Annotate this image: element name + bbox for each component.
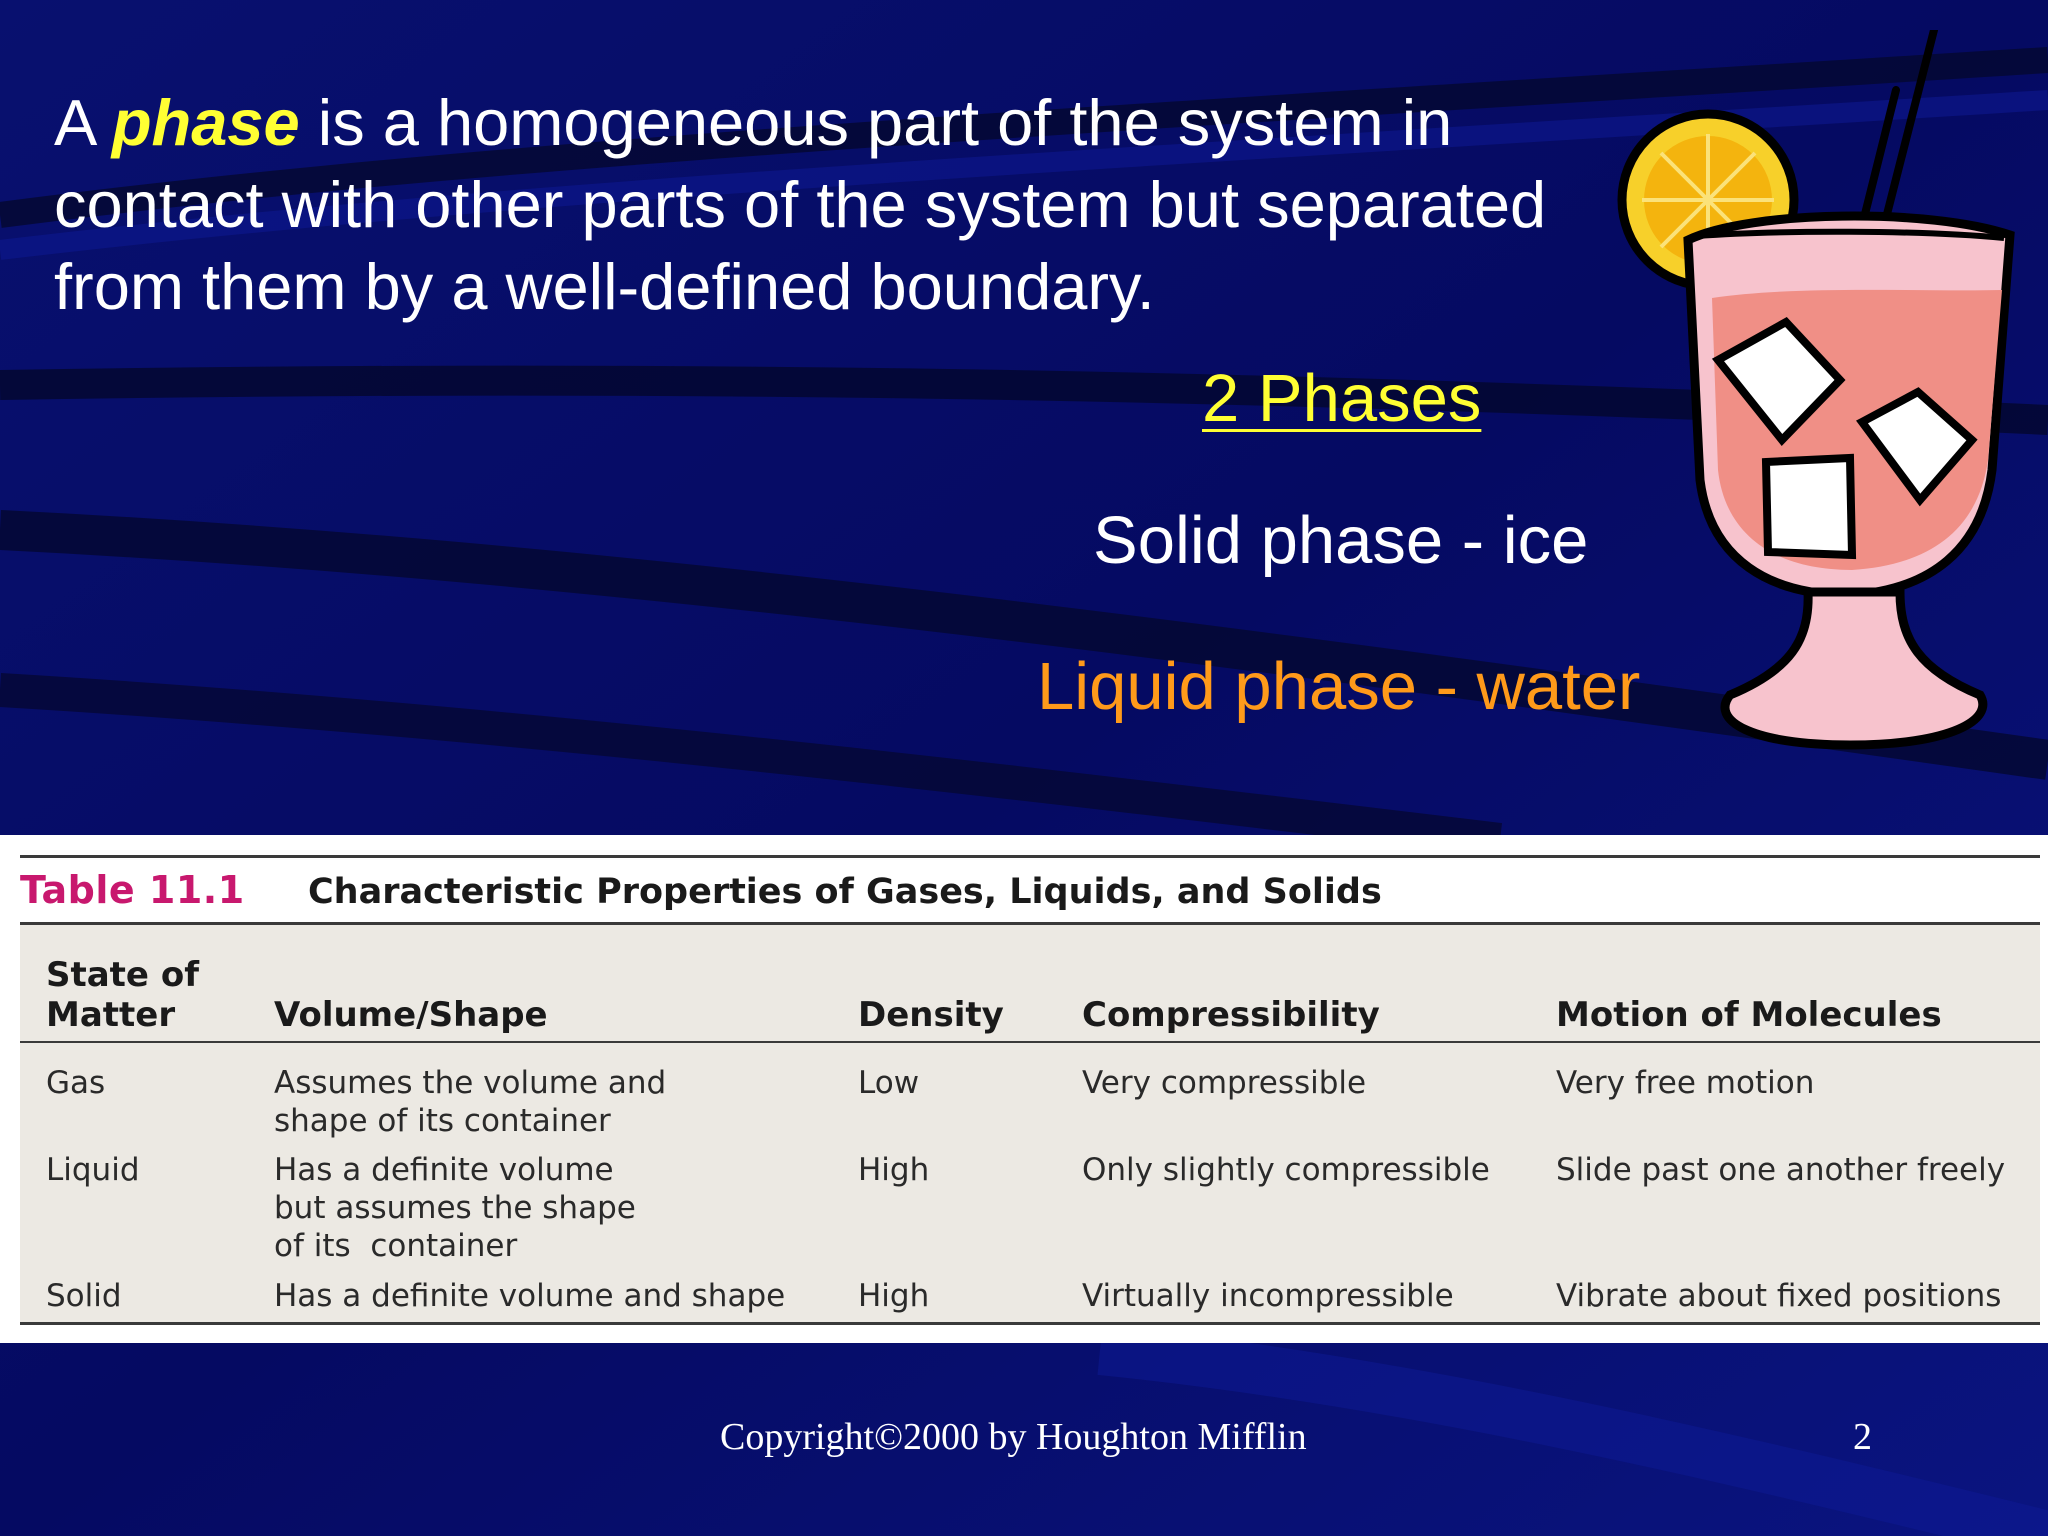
cell-volume-line: Assumes the volume and: [274, 1065, 667, 1101]
cell-volume: [274, 1064, 666, 1140]
properties-table: [20, 855, 2040, 1325]
cell-volume: [274, 1277, 785, 1315]
cell-density: High: [858, 1152, 930, 1188]
copyright-footer: Copyright©2000 by Houghton Mifflin: [720, 1416, 1307, 1458]
caption-rule: [20, 922, 2040, 925]
table-caption: [20, 858, 2040, 922]
header-volume: Volume/Shape: [274, 995, 548, 1035]
cell-state: Solid: [46, 1278, 122, 1314]
drink-glass-icon: [1600, 30, 2020, 760]
phases-heading: 2 Phases: [1202, 361, 1482, 436]
cell-density: Low: [858, 1065, 920, 1101]
cell-volume-line: of its container: [274, 1228, 518, 1264]
header-compressibility: Compressibility: [1082, 995, 1380, 1035]
properties-table-panel: [0, 835, 2048, 1343]
cell-compressibility: Virtually incompressible: [1082, 1278, 1454, 1314]
solid-phase-label: Solid phase - ice: [1093, 503, 1589, 578]
header-density: Density: [858, 995, 1004, 1035]
definition-text: is a homogeneous part of the system in contact with other parts of the system but separated from them by a well-defined boundary.: [54, 86, 1547, 323]
cell-motion: Vibrate about fixed positions: [1556, 1278, 2002, 1314]
cell-compressibility: Very compressible: [1082, 1065, 1367, 1101]
cell-volume: [274, 1151, 636, 1265]
cell-volume-line: shape of its container: [274, 1103, 611, 1139]
header-rule: [20, 1041, 2040, 1043]
liquid-phase-label: Liquid phase - water: [1037, 649, 1641, 724]
table-number: Table 11.1: [20, 868, 245, 912]
cell-motion: Slide past one another freely: [1556, 1152, 2006, 1188]
cell-volume-line: Has a definite volume and shape: [274, 1278, 786, 1314]
cell-volume-line: Has a definite volume: [274, 1152, 614, 1188]
phase-definition: [54, 82, 1614, 328]
cell-volume-line: but assumes the shape: [274, 1190, 636, 1226]
table-bottom-rule: [20, 1322, 2040, 1325]
header-state: [46, 955, 199, 1035]
table-title: Characteristic Properties of Gases, Liquids, and Solids: [308, 872, 1382, 912]
page-number: 2: [1853, 1416, 1872, 1458]
cell-compressibility: Only slightly compressible: [1082, 1152, 1490, 1188]
cell-state: Liquid: [46, 1152, 140, 1188]
header-motion: Motion of Molecules: [1556, 995, 1942, 1035]
header-state-line1: State of: [46, 955, 199, 995]
cell-motion: Very free motion: [1556, 1065, 1815, 1101]
header-state-line2: Matter: [46, 995, 176, 1035]
cell-state: Gas: [46, 1065, 106, 1101]
cell-density: High: [858, 1278, 930, 1314]
definition-keyword: phase: [111, 86, 300, 159]
definition-prefix: A: [54, 86, 94, 159]
